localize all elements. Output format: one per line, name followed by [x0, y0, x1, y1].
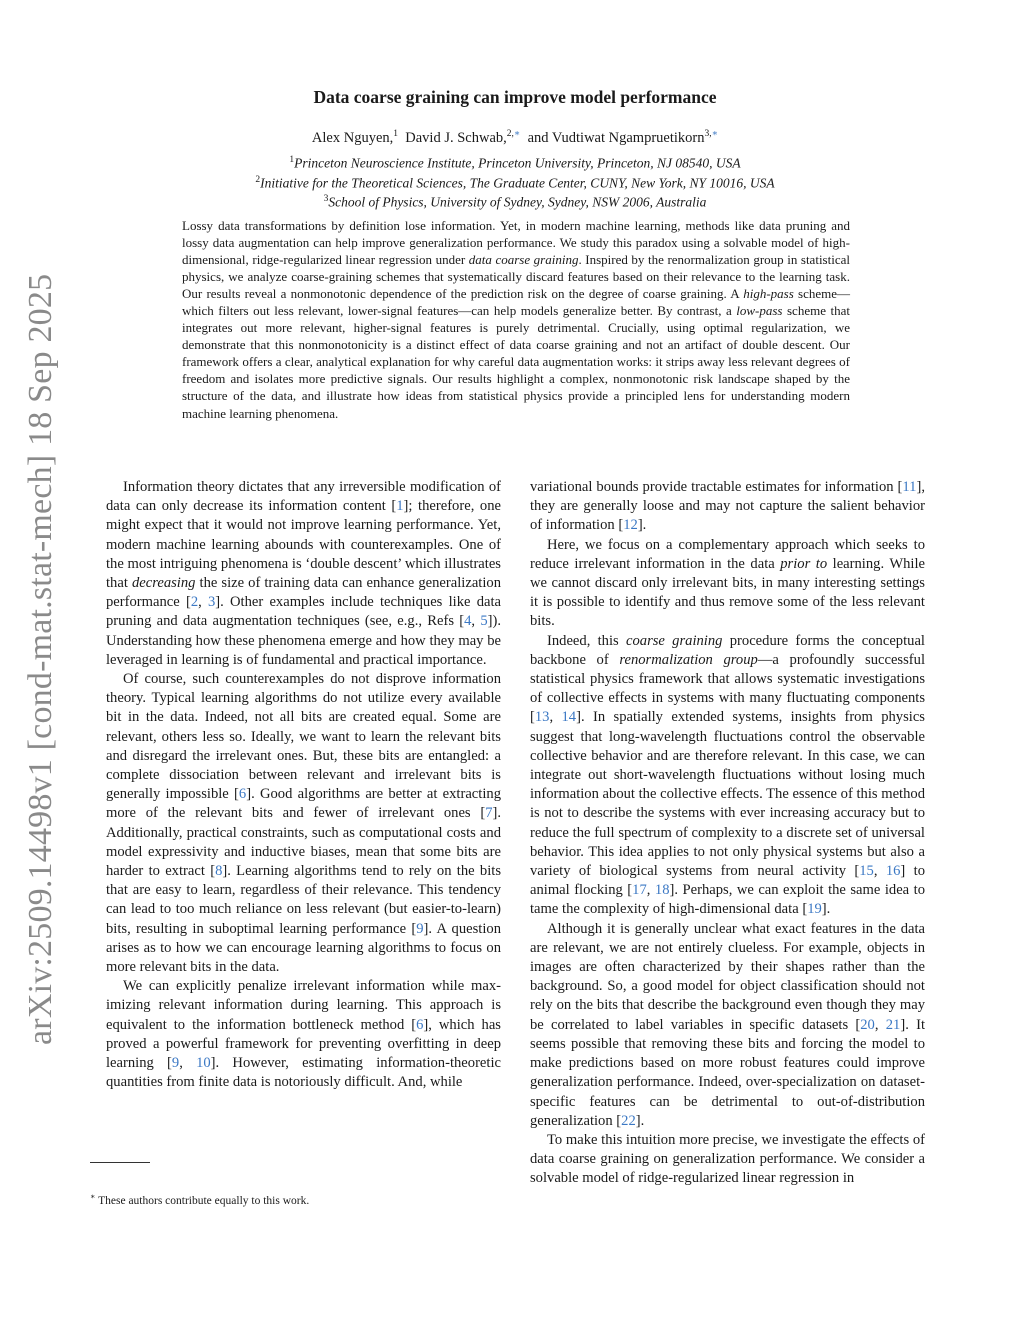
text-run: . Inspired by the renormalization group in statistical physics, we analyze coarse-graining schemes that systematically discard features based on their relevance to the learning task. Our results reveal a nonmonotonic dependence of the prediction risk on the degree of coarse graining. A: [182, 252, 850, 302]
paragraph: [106, 977, 501, 1092]
text-run: ].: [821, 901, 831, 918]
citation-link[interactable]: 9: [416, 920, 424, 937]
emphasis-text: data coarse graining: [468, 252, 579, 268]
text-run: We can explicitly penalize irrelevant information while maximizing relevant information during learning. This approach is equivalent to the information bottleneck method [: [106, 978, 501, 1033]
citation-link[interactable]: 7: [485, 805, 493, 822]
text-run: ] to animal flocking [: [530, 863, 925, 899]
text-run: ]; therefore, one might expect that it would not improve learning performance. Yet, modern machine learning abounds with counterexamples. One of the most intriguing phenomena is ‘double descent’ which illustrates that: [106, 498, 501, 592]
citation-link[interactable]: 11: [902, 479, 917, 495]
text-run: ]. It seems possible that removing these bits and forcing the model to make predictions based on more robust features could improve generalization performance. Indeed, over-specialization on dataset-specific features can be detrimental to out-of-distribution generalization [: [530, 1016, 926, 1129]
text-run: —a profoundly successful statistical physics framework that allows systematic investigations of collective effects in systems with many fluctuating components [: [530, 651, 925, 726]
abstract: [182, 217, 850, 422]
paragraph: [530, 1131, 925, 1189]
text-run: variational bounds provide tractable estimates for information [: [530, 479, 903, 495]
body-column-left: [106, 478, 501, 1093]
paragraph: [530, 632, 925, 920]
text-run: ,: [874, 1016, 886, 1033]
author-3-affil: 3,: [704, 129, 712, 139]
text-run: ]. Perhaps, we can exploit the same idea to tame the complexity of high-dimensional data [: [530, 882, 925, 918]
text-run: To make this intuition more precise, we investigate the effects of data coarse graining on generalization performance. We consider a solvable model of ridge-regularized linear regression in: [530, 1131, 925, 1187]
text-run: ]. Learning algorithms tend to rely on the bits that are easy to learn, regardless of their relevance. This tendency can lead to too much reliance on less relevant (but easier-to-learn) bits, resulting in suboptimal learning performance [: [106, 863, 501, 937]
text-run: Here, we focus on a complementary approach which seeks to reduce irrelevant information in the data: [530, 536, 925, 572]
paragraph: [106, 670, 501, 977]
author-3-equal-mark[interactable]: ∗: [711, 129, 719, 139]
citation-link[interactable]: 4: [464, 613, 472, 630]
citation-link[interactable]: 21: [885, 1016, 901, 1033]
text-run: Lossy data transformations by definition lose information. Yet, in modern machine learning, methods like data pruning and lossy data augmentation can help improve generalization performance. We study this paradox using a solvable model of high-dimensional, ridge-regularized linear regression under: [182, 218, 850, 268]
citation-link[interactable]: 6: [238, 786, 247, 803]
citation-link[interactable]: 12: [623, 517, 638, 534]
text-run: the size of training data can enhance generalization performance [: [106, 575, 501, 611]
text-run: ].: [635, 1112, 645, 1129]
citation-link[interactable]: 19: [807, 901, 822, 918]
citation-link[interactable]: 3: [207, 594, 216, 611]
text-run: scheme—which filters out less relevant, lower-signal features—can help models generalize better. By contrast, a: [182, 286, 851, 319]
text-run: ,: [198, 594, 208, 611]
text-run: ]. A question arises as to how we can encourage learning algorithms to focus on more relevant bits in the data.: [106, 920, 502, 976]
text-run: ]. However, estimating information-theoretic quantities from finite data is notoriously difficult. And, while: [106, 1055, 501, 1091]
affiliation-1: $^1$Princeton Neuroscience Institute, Princeton University, Princeton, NJ 08540, USA: [289, 155, 741, 171]
citation-link[interactable]: 14: [561, 709, 577, 726]
citation-link[interactable]: 17: [632, 882, 647, 899]
text-run: Of course, such counterexamples do not disprove information theory. Typical learning algorithms do not utilize every available bit in the data. Indeed, not all bits are created equal. Some are relevant, others less so. Ideally, we want to learn the relevant bits and disregard the irrelevant ones. But, these bits are entangled: a complete dissociation between relevant and irrelevant bits is generally impossible [: [106, 671, 501, 803]
citation-link[interactable]: 2: [190, 594, 199, 611]
author-connector: and: [527, 129, 549, 146]
emphasis-text: high-pass: [743, 286, 794, 302]
text-run: Although it is generally unclear what exact features in the data are relevant, we are not entirely clueless. For example, objects in images are often characterized by their shapes rather than the background. So, a good model for object classification should not rely on the bits that describe the background even though they may be correlated to label variables in specific datasets [: [530, 920, 925, 1033]
citation-link[interactable]: 20: [860, 1016, 875, 1033]
text-run: ,: [873, 863, 886, 880]
author-2-affil: 2,: [506, 129, 514, 139]
arxiv-identifier: arXiv:2509.14498v1 [cond-mat.stat-mech] 18 Sep 2025: [22, 273, 59, 1045]
text-run: ,: [646, 882, 655, 899]
footnote-mark: ∗: [90, 1192, 96, 1201]
citation-link[interactable]: 16: [885, 863, 901, 880]
text-run: ], they are generally loose and may not capture the salient behavior of information [: [530, 479, 925, 534]
paragraph: [530, 478, 925, 536]
emphasis-text: low-pass: [736, 303, 783, 319]
emphasis-text: decreasing: [131, 575, 196, 592]
emphasis-text: coarse graining: [626, 632, 723, 649]
text-run: learning. While we cannot discard only irrelevant bits, in many interesting settings it is possible to identify and thus remove some of the less relevant bits.: [530, 555, 926, 630]
text-run: ]). Understanding how these phenomena emerge and how they may be leveraged in learning is of fundamental and practical importance.: [106, 613, 501, 668]
author-2-equal-mark[interactable]: ∗: [513, 129, 521, 139]
author-1: Alex Nguyen,: [311, 129, 394, 146]
citation-link[interactable]: 10: [196, 1055, 211, 1072]
paper-title: Data coarse graining can improve model performance: [313, 87, 717, 107]
text-run: ], which has proved a powerful framework for preventing overfitting in deep learning [: [106, 1016, 501, 1072]
body-column-right: [530, 478, 925, 1189]
text-run: ,: [549, 709, 562, 726]
citation-link[interactable]: 13: [534, 709, 550, 726]
author-1-affil: 1: [393, 129, 399, 139]
emphasis-text: prior to: [780, 555, 828, 572]
text-run: ,: [179, 1055, 197, 1072]
citation-link[interactable]: 18: [654, 882, 670, 899]
text-run: procedure forms the conceptual backbone of: [530, 632, 925, 668]
paragraph: [530, 536, 925, 632]
affiliation-2: $^2$Initiative for the Theoretical Sciences, The Graduate Center, CUNY, New York, NY 10016, USA: [255, 174, 775, 190]
author-list: [190, 128, 840, 147]
emphasis-text: renormalization group: [619, 651, 758, 668]
text-run: ,: [471, 613, 481, 630]
citation-link[interactable]: 6: [416, 1016, 424, 1033]
text-run: ]. Other examples include techniques like data pruning and data augmentation techniques (see, e.g., Refs [: [106, 594, 501, 630]
text-run: Information theory dictates that any irreversible modification of data can only decrease its information content [: [106, 479, 501, 515]
footnote-divider: [90, 1162, 150, 1163]
affiliations: [160, 152, 870, 211]
paragraph: [106, 478, 501, 670]
text-run: ].: [637, 517, 647, 534]
text-run: scheme that integrates out more relevant, higher-signal features is purely detrimental. Crucially, using optimal regularization, we demonstrate that this nonmonotonicity is a distinct effect of data coarse graining and not an artifact of double descent. Our framework offers a clear, analytical explanation for why careful data augmentation works: it strips away less relevant degrees of freedom and isolates more predictive signals. Our results highlight a complex, nonmonotonic risk landscape shaped by the structure of the data, and illustrate how ideas from statistical physics provide a principled lens for understanding modern machine learning phenomena.: [182, 303, 850, 421]
author-3: Vudtiwat Ngampruetikorn: [551, 129, 705, 146]
text-run: Indeed, this: [547, 632, 626, 649]
citation-link[interactable]: 9: [171, 1055, 180, 1072]
author-2: David J. Schwab,: [405, 129, 507, 146]
citation-link[interactable]: 8: [215, 863, 223, 880]
paragraph: [530, 920, 925, 1131]
affiliation-3: $^3$School of Physics, University of Sydney, Sydney, NSW 2006, Australia: [323, 194, 707, 210]
text-run: ]. Additionally, practical constraints, such as computational costs and model expressivity and inductive biases, mean that some bits are harder to extract [: [106, 805, 501, 880]
footnote: [90, 1192, 490, 1207]
citation-link[interactable]: 5: [480, 613, 488, 630]
citation-link[interactable]: 15: [859, 863, 874, 880]
citation-link[interactable]: 22: [621, 1112, 636, 1129]
citation-link[interactable]: 1: [396, 498, 404, 515]
footnote-text: These authors contribute equally to this work.: [95, 1194, 310, 1207]
text-run: ]. Good algorithms are better at extracting more of the relevant bits and fewer of irrelevant ones [: [106, 786, 501, 822]
text-run: ]. In spatially extended systems, insights from physics suggest that long-wavelength fluctuations control the observable collective behavior and are therefore relevant. In this case, we can integrate out short-wavelength fluctuations without losing much information about the collective effects. The essence of this method is not to describe the systems with ever increasing accuracy but to reduce the full spectrum of complexity to a discrete set of universal behavior. This idea applies to not only physical systems but also a variety of biological systems from neural activity [: [530, 709, 925, 880]
